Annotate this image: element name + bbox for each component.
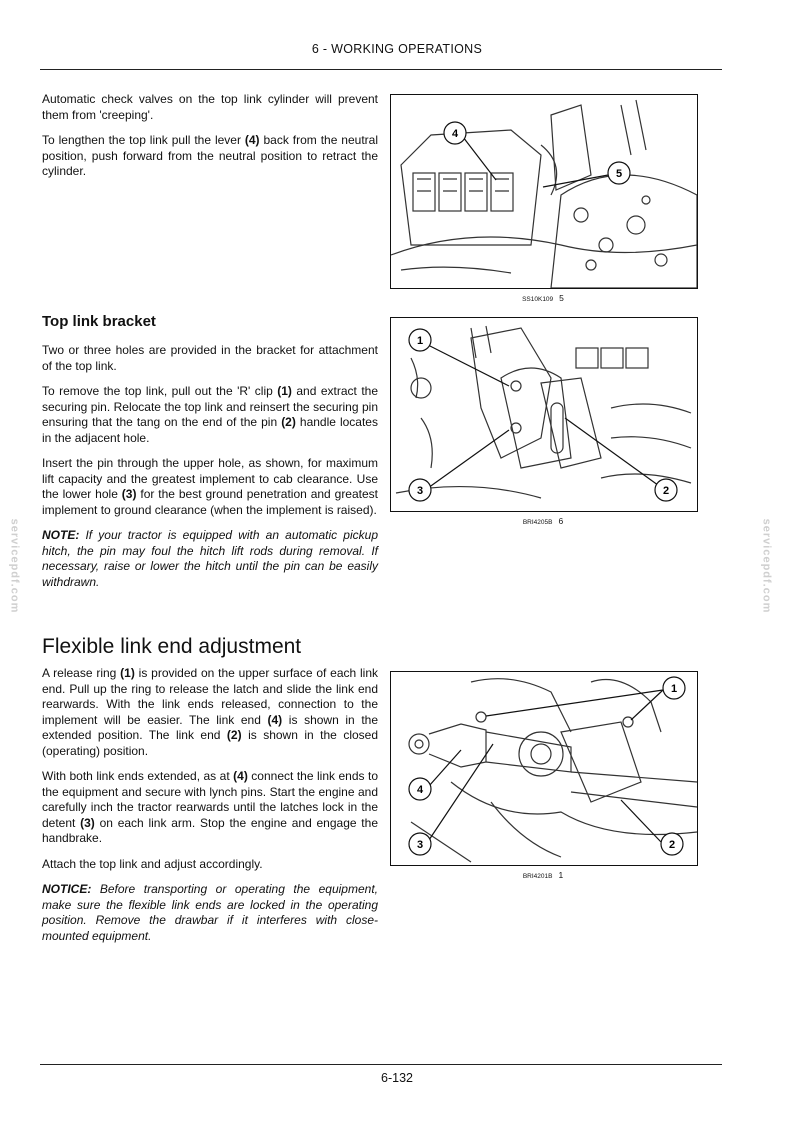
paragraph: Automatic check valves on the top link cylinder will prevent them from 'creeping'. [42, 92, 378, 122]
note [42, 528, 378, 590]
section-heading: Flexible link end adjustment [42, 635, 302, 658]
notice-label: NOTICE: [42, 882, 92, 896]
ref-number: (2) [281, 415, 296, 429]
callout-label: 3 [416, 485, 424, 497]
ref-number: (4) [244, 133, 260, 147]
text: Insert the pin through the upper hole, as shown, for maximum lift capacity and the greatest implement to cab clearance. Use the lower hole [42, 456, 378, 501]
ref-number: (3) [80, 815, 95, 830]
note-text: If your tractor is equipped with an automatic pickup hitch, the pin may foul the hitch lift rods during removal. If necessary, raise or lower the hitch until the pin can be easily withdrawn. [42, 528, 378, 589]
ref-number: (4) [233, 769, 248, 783]
paragraph [42, 456, 378, 518]
figure-caption [390, 293, 696, 303]
text: is shown in the closed (operating) position. [42, 728, 379, 758]
ref-number: (1) [277, 384, 292, 398]
text: is provided on the upper surface of each link end. Pull up the ring to release the latch and slide the link end rearwards. With the link ends released, connection to the implement will be easier. The link end [42, 666, 379, 727]
callout-label: 1 [416, 335, 424, 347]
watermark: servicepdf.com [8, 518, 21, 614]
paragraph: Attach the top link and adjust accordingly. [42, 856, 263, 871]
figure-top-link-lever [390, 94, 698, 289]
text: and extract the securing pin. Relocate the top link and reinsert the securing pin ensuring that the tang on the end of the pin [42, 384, 379, 429]
callout-label: 2 [668, 839, 676, 851]
paragraph [42, 133, 378, 180]
text: To remove the top link, pull out the 'R' clip [42, 384, 278, 398]
callout-label: 5 [615, 168, 623, 180]
text: back from the neutral position, push forward from the neutral position to retract the cylinder. [42, 133, 378, 178]
callout-label: 2 [662, 485, 670, 497]
figure-number: 5 [559, 293, 564, 303]
footer-rule [40, 1064, 722, 1065]
notice-text: Before transporting or operating the equipment, make sure the flexible link ends are locked in the operating position. Remove the drawbar if it interferes with close-mounted equipment. [42, 882, 378, 943]
figure-top-link-bracket [390, 317, 698, 512]
paragraph [42, 666, 378, 759]
callout-label: 4 [451, 128, 459, 140]
ref-number: (1) [120, 666, 135, 680]
text: With both link ends extended, as at [42, 769, 234, 783]
ref-number: (2) [226, 728, 242, 742]
text: on each link arm. Stop the engine and engage the handbrake. [42, 815, 378, 845]
text: handle locates in the adjacent hole. [42, 415, 378, 445]
figure-illustration [391, 95, 697, 288]
figure-caption [390, 870, 696, 880]
figure-illustration [391, 318, 697, 511]
text: is shown in the extended position. The link end [42, 712, 378, 742]
text: connect the link ends to the equipment and secure with lynch pins. Start the engine and carefully inch the tractor rearwards until the latches lock in the detent [42, 769, 378, 830]
figure-number: 1 [558, 870, 564, 880]
figure-code: BRI4201B [522, 873, 553, 880]
callout-label: 1 [670, 683, 678, 695]
notice [42, 882, 378, 944]
paragraph [42, 384, 378, 446]
section-top-link-cylinder [42, 92, 378, 190]
callout-label: 3 [416, 839, 424, 851]
note-label: NOTE: [42, 528, 80, 542]
ref-number: (4) [267, 712, 283, 727]
section-heading: Top link bracket [42, 313, 156, 330]
page-header: 6 - WORKING OPERATIONS [311, 42, 483, 56]
paragraph: Two or three holes are provided in the bracket for attachment of the top link. [42, 343, 378, 373]
figure-flexible-link-ends [390, 671, 698, 866]
figure-code: BRI4205B [522, 519, 553, 526]
callout-label: 4 [416, 784, 424, 796]
paragraph [42, 769, 378, 847]
text: To lengthen the top link pull the lever [42, 133, 245, 147]
section-flexible-link-end [42, 666, 378, 954]
page-number: 6-132 [381, 1071, 413, 1085]
header-rule [40, 69, 722, 70]
text: for the best ground penetration and greatest implement to ground clearance (when the implement is raised). [42, 487, 378, 517]
watermark: servicepdf.com [760, 518, 773, 614]
figure-illustration [391, 672, 697, 865]
figure-caption [390, 516, 696, 526]
section-top-link-bracket [42, 343, 378, 600]
text: A release ring [42, 666, 121, 680]
ref-number: (3) [121, 487, 137, 501]
figure-number: 6 [558, 516, 564, 526]
figure-code: SS10K109 [522, 296, 554, 303]
